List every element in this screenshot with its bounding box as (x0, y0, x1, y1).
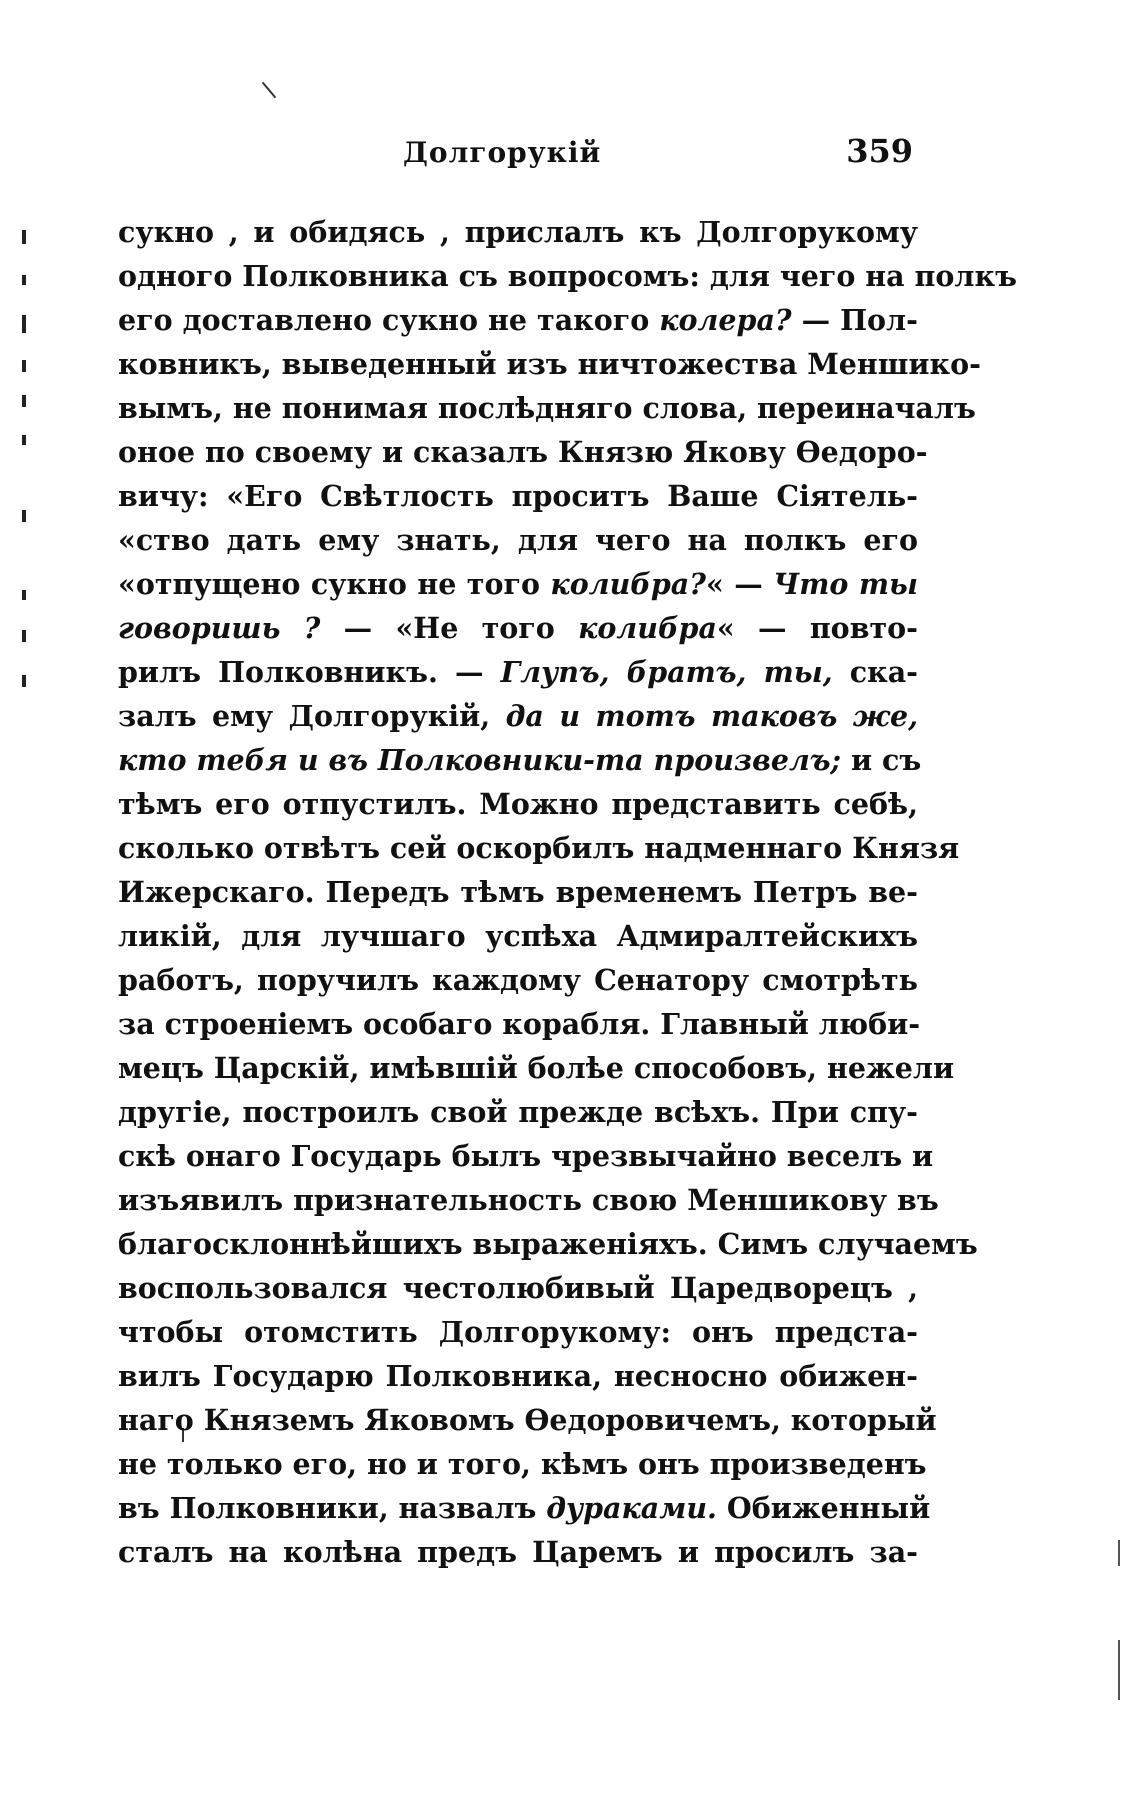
italic-text-segment: да и тотъ таковъ же, (505, 699, 919, 733)
text-segment: скѣ онаго Государь былъ чрезвычайно веселъ и (118, 1139, 934, 1173)
scan-artifact (1118, 1540, 1120, 1566)
text-line (118, 650, 918, 694)
text-line (118, 298, 918, 342)
text-line (118, 562, 918, 606)
margin-mark (22, 275, 26, 285)
italic-text-segment: колибра? (550, 567, 706, 601)
text-segment: ковникъ, выведенный изъ ничтожества Меншико- (118, 347, 981, 381)
text-line (118, 738, 922, 782)
text-segment: не только его, но и того, кѣмъ онъ произведенъ (118, 1447, 927, 1481)
margin-mark (22, 435, 26, 445)
text-line (118, 870, 918, 914)
text-line (118, 386, 976, 430)
text-segment: рилъ Полковникъ. — (118, 655, 501, 689)
text-segment: Ижерскаго. Передъ тѣмъ временемъ Петръ ве- (118, 875, 918, 909)
text-line (118, 430, 928, 474)
text-segment: въ Полковники, назвалъ (118, 1491, 547, 1525)
italic-text-segment: говоришь ? (118, 611, 321, 645)
text-segment: « — повто- (716, 611, 918, 645)
text-line (118, 210, 918, 254)
text-line (118, 1398, 937, 1442)
text-segment: за строеніемъ особаго корабля. Главный люби- (118, 1007, 921, 1041)
left-margin-marks (18, 220, 34, 700)
text-segment: чтобы отомстить Долгорукому: онъ предста- (118, 1315, 918, 1349)
text-segment: оное по своему и сказалъ Князю Якову Ѳедоро- (118, 435, 928, 469)
text-segment: сколько отвѣтъ сей оскорбилъ надменнаго Князя (118, 831, 960, 865)
italic-text-segment: дураками. (546, 1491, 717, 1525)
text-line (118, 342, 981, 386)
text-segment: наго Княземъ Яковомъ Ѳедоровичемъ, который (118, 1403, 937, 1437)
page-header (123, 128, 913, 178)
text-line (118, 254, 1017, 298)
text-segment: вичу: «Его Свѣтлость проситъ Ваше Сіятель- (118, 479, 918, 513)
text-segment: одного Полковника съ вопросомъ: для чего на полкъ (118, 259, 1017, 293)
body-text (118, 210, 1017, 1574)
text-segment: — Пол- (791, 303, 918, 337)
text-line (118, 1442, 927, 1486)
text-line (118, 518, 918, 562)
running-head: Долгорукій (403, 136, 602, 169)
text-segment: мецъ Царскій, имѣвшій болѣе способовъ, нежели (118, 1051, 955, 1085)
margin-mark (22, 590, 26, 600)
text-segment: другіе, построилъ свой прежде всѣхъ. При спу- (118, 1095, 918, 1129)
text-line (118, 914, 918, 958)
text-segment: «отпущено сукно не того (118, 567, 551, 601)
text-segment: залъ ему Долгорукій, (118, 699, 506, 733)
text-segment: его доставлено сукно не такого (118, 303, 660, 337)
text-line (118, 958, 918, 1002)
text-line (118, 694, 918, 738)
page-number: 359 (846, 132, 913, 170)
text-segment: изъявилъ признательность свою Меншикову въ (118, 1183, 939, 1217)
text-line (118, 1178, 939, 1222)
text-line (118, 1090, 918, 1134)
text-line (118, 606, 918, 650)
text-segment: — «Не того (320, 611, 579, 645)
text-segment: Обиженный (716, 1491, 931, 1525)
text-segment: «ство дать ему знать, для чего на полкъ его (118, 523, 918, 557)
italic-text-segment: Что ты (773, 567, 918, 601)
text-line (118, 1486, 931, 1530)
text-line (118, 1002, 921, 1046)
margin-mark (22, 315, 26, 333)
text-line (118, 826, 960, 870)
text-segment: вилъ Государю Полковника, несносно обижен- (118, 1359, 918, 1393)
text-segment: работъ, поручилъ каждому Сенатору смотрѣть (118, 963, 918, 997)
margin-mark (22, 395, 26, 407)
text-line (118, 1134, 934, 1178)
text-segment: вымъ, не понимая послѣдняго слова, переиначалъ (118, 391, 976, 425)
margin-mark (22, 510, 26, 522)
italic-text-segment: кто тебя и въ Полковники-та произвелъ; (118, 743, 842, 777)
text-segment: ска- (832, 655, 918, 689)
text-line (118, 1310, 918, 1354)
text-segment: воспользовался честолюбивый Царедворецъ , (118, 1271, 918, 1305)
scan-artifact (262, 82, 276, 99)
text-line (118, 782, 918, 826)
text-segment: тѣмъ его отпустилъ. Можно представить себѣ, (118, 787, 918, 821)
scan-artifact (1118, 1640, 1120, 1700)
margin-mark (22, 230, 26, 244)
text-segment: сталъ на колѣна предъ Царемъ и просилъ за- (118, 1535, 918, 1569)
italic-text-segment: Глупъ, братъ, ты, (500, 655, 833, 689)
text-segment: сукно , и обидясь , прислалъ къ Долгорукому (118, 215, 918, 249)
text-segment: « — (705, 567, 774, 601)
margin-mark (22, 630, 26, 642)
text-segment: благосклоннѣйшихъ выраженіяхъ. Симъ случаемъ (118, 1227, 978, 1261)
text-line (118, 1530, 918, 1574)
margin-mark (22, 675, 26, 687)
text-line (118, 1046, 955, 1090)
text-line (118, 474, 918, 518)
margin-mark (22, 360, 26, 372)
text-segment: ликій, для лучшаго успѣха Адмиралтейскихъ (118, 919, 918, 953)
italic-text-segment: колера? (659, 303, 792, 337)
text-line (118, 1266, 918, 1310)
text-line (118, 1354, 918, 1398)
text-segment: и съ (841, 743, 922, 777)
italic-text-segment: колибра (578, 611, 717, 645)
text-line (118, 1222, 978, 1266)
